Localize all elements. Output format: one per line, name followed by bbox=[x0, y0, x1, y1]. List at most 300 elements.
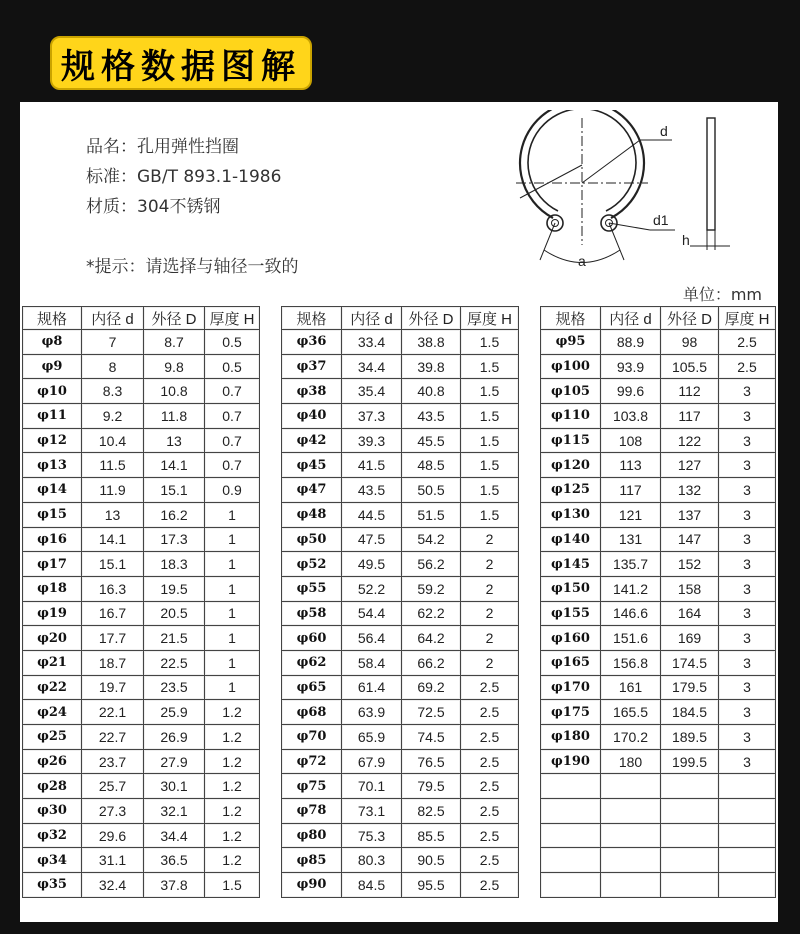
inner-diameter-cell: 88.9 bbox=[601, 330, 661, 355]
thickness-cell: 3 bbox=[719, 527, 776, 552]
circlip-diagram bbox=[500, 110, 735, 285]
column-header: 厚度 H bbox=[461, 307, 519, 330]
outer-diameter-cell: 18.3 bbox=[144, 552, 205, 577]
outer-diameter-cell: 85.5 bbox=[402, 823, 461, 848]
column-header: 厚度 H bbox=[719, 307, 776, 330]
spec-cell: φ16 bbox=[23, 527, 82, 552]
inner-diameter-cell: 25.7 bbox=[82, 774, 144, 799]
table-row bbox=[282, 700, 519, 725]
inner-diameter-cell: 146.6 bbox=[601, 601, 661, 626]
outer-diameter-cell: 19.5 bbox=[144, 576, 205, 601]
column-header: 外径 D bbox=[661, 307, 719, 330]
outer-diameter-cell: 23.5 bbox=[144, 675, 205, 700]
outer-diameter-cell: 69.2 bbox=[402, 675, 461, 700]
table-row bbox=[282, 650, 519, 675]
thickness-cell: 1.5 bbox=[461, 330, 519, 355]
spec-cell: φ78 bbox=[282, 799, 342, 824]
outer-diameter-cell bbox=[661, 848, 719, 873]
outer-diameter-cell: 56.2 bbox=[402, 552, 461, 577]
thickness-cell: 2.5 bbox=[461, 848, 519, 873]
inner-diameter-cell bbox=[601, 799, 661, 824]
spec-cell: φ175 bbox=[541, 700, 601, 725]
table-row bbox=[282, 478, 519, 503]
outer-diameter-cell: 117 bbox=[661, 404, 719, 429]
thickness-cell: 3 bbox=[719, 626, 776, 651]
inner-diameter-cell: 18.7 bbox=[82, 650, 144, 675]
outer-diameter-cell: 174.5 bbox=[661, 650, 719, 675]
spec-cell: φ38 bbox=[282, 379, 342, 404]
thickness-cell: 3 bbox=[719, 601, 776, 626]
unit-label: 单位：mm bbox=[682, 285, 762, 304]
outer-diameter-cell: 95.5 bbox=[402, 873, 461, 898]
thickness-cell: 2 bbox=[461, 626, 519, 651]
spec-cell: φ50 bbox=[282, 527, 342, 552]
table-row bbox=[23, 675, 260, 700]
inner-diameter-cell: 65.9 bbox=[342, 725, 402, 750]
table-header-row bbox=[282, 307, 519, 330]
spec-cell: φ19 bbox=[23, 601, 82, 626]
inner-diameter-cell: 23.7 bbox=[82, 749, 144, 774]
table-row bbox=[282, 576, 519, 601]
table-row bbox=[541, 527, 776, 552]
table-row bbox=[541, 799, 776, 824]
outer-diameter-cell bbox=[661, 873, 719, 898]
thickness-cell: 3 bbox=[719, 379, 776, 404]
inner-diameter-cell: 93.9 bbox=[601, 354, 661, 379]
thickness-cell: 1.2 bbox=[205, 725, 260, 750]
table-row bbox=[282, 527, 519, 552]
spec-cell: φ22 bbox=[23, 675, 82, 700]
thickness-cell: 1.2 bbox=[205, 700, 260, 725]
table-row bbox=[541, 552, 776, 577]
thickness-cell: 1.2 bbox=[205, 749, 260, 774]
spec-cell: φ170 bbox=[541, 675, 601, 700]
table-row bbox=[23, 428, 260, 453]
spec-cell: φ165 bbox=[541, 650, 601, 675]
inner-diameter-cell bbox=[601, 823, 661, 848]
thickness-cell: 2 bbox=[461, 552, 519, 577]
column-header: 外径 D bbox=[402, 307, 461, 330]
thickness-cell: 1 bbox=[205, 675, 260, 700]
table-row bbox=[541, 453, 776, 478]
thickness-cell: 2.5 bbox=[461, 725, 519, 750]
table-row bbox=[541, 601, 776, 626]
table-row bbox=[23, 848, 260, 873]
spec-cell: φ18 bbox=[23, 576, 82, 601]
spec-cell: φ140 bbox=[541, 527, 601, 552]
outer-diameter-cell: 132 bbox=[661, 478, 719, 503]
label-h: h bbox=[682, 232, 690, 248]
thickness-cell: 1.2 bbox=[205, 799, 260, 824]
inner-diameter-cell: 37.3 bbox=[342, 404, 402, 429]
outer-diameter-cell: 158 bbox=[661, 576, 719, 601]
table-row bbox=[541, 478, 776, 503]
table-row bbox=[541, 848, 776, 873]
table-row bbox=[541, 873, 776, 898]
table-row bbox=[282, 848, 519, 873]
outer-diameter-cell: 14.1 bbox=[144, 453, 205, 478]
thickness-cell: 0.9 bbox=[205, 478, 260, 503]
thickness-cell: 3 bbox=[719, 478, 776, 503]
inner-diameter-cell: 15.1 bbox=[82, 552, 144, 577]
outer-diameter-cell: 22.5 bbox=[144, 650, 205, 675]
outer-diameter-cell: 39.8 bbox=[402, 354, 461, 379]
spec-cell: φ10 bbox=[23, 379, 82, 404]
spec-table-3 bbox=[540, 306, 776, 898]
thickness-cell: 1.2 bbox=[205, 774, 260, 799]
spec-cell: φ36 bbox=[282, 330, 342, 355]
inner-diameter-cell: 9.2 bbox=[82, 404, 144, 429]
thickness-cell: 3 bbox=[719, 749, 776, 774]
inner-diameter-cell: 16.7 bbox=[82, 601, 144, 626]
table-row bbox=[541, 626, 776, 651]
inner-diameter-cell: 151.6 bbox=[601, 626, 661, 651]
spec-cell: φ85 bbox=[282, 848, 342, 873]
spec-cell: φ95 bbox=[541, 330, 601, 355]
spec-cell: φ42 bbox=[282, 428, 342, 453]
spec-cell: φ21 bbox=[23, 650, 82, 675]
inner-diameter-cell bbox=[601, 774, 661, 799]
outer-diameter-cell: 169 bbox=[661, 626, 719, 651]
outer-diameter-cell: 34.4 bbox=[144, 823, 205, 848]
spec-cell: φ75 bbox=[282, 774, 342, 799]
table-row bbox=[282, 725, 519, 750]
outer-diameter-cell: 43.5 bbox=[402, 404, 461, 429]
table-row bbox=[23, 527, 260, 552]
spec-cell: φ120 bbox=[541, 453, 601, 478]
thickness-cell: 3 bbox=[719, 576, 776, 601]
inner-diameter-cell: 103.8 bbox=[601, 404, 661, 429]
spec-cell bbox=[541, 873, 601, 898]
inner-diameter-cell: 75.3 bbox=[342, 823, 402, 848]
outer-diameter-cell: 112 bbox=[661, 379, 719, 404]
inner-diameter-cell: 63.9 bbox=[342, 700, 402, 725]
spec-cell bbox=[541, 774, 601, 799]
outer-diameter-cell: 152 bbox=[661, 552, 719, 577]
outer-diameter-cell: 64.2 bbox=[402, 626, 461, 651]
spec-cell: φ125 bbox=[541, 478, 601, 503]
outer-diameter-cell: 36.5 bbox=[144, 848, 205, 873]
table-row bbox=[541, 675, 776, 700]
table-row bbox=[23, 823, 260, 848]
outer-diameter-cell: 30.1 bbox=[144, 774, 205, 799]
table-row bbox=[282, 823, 519, 848]
thickness-cell: 3 bbox=[719, 428, 776, 453]
spec-cell: φ20 bbox=[23, 626, 82, 651]
thickness-cell bbox=[719, 848, 776, 873]
table-row bbox=[23, 799, 260, 824]
column-header: 外径 D bbox=[144, 307, 205, 330]
material: 材质：304不锈钢 bbox=[86, 197, 221, 217]
thickness-cell: 3 bbox=[719, 552, 776, 577]
standard: 标准：GB/T 893.1-1986 bbox=[86, 167, 282, 187]
outer-diameter-cell: 79.5 bbox=[402, 774, 461, 799]
thickness-cell: 3 bbox=[719, 453, 776, 478]
outer-diameter-cell: 32.1 bbox=[144, 799, 205, 824]
thickness-cell: 1 bbox=[205, 626, 260, 651]
inner-diameter-cell: 11.5 bbox=[82, 453, 144, 478]
table-row bbox=[282, 626, 519, 651]
inner-diameter-cell: 70.1 bbox=[342, 774, 402, 799]
spec-cell: φ12 bbox=[23, 428, 82, 453]
table-row bbox=[282, 379, 519, 404]
table-row bbox=[541, 428, 776, 453]
table-row bbox=[23, 576, 260, 601]
inner-diameter-cell: 19.7 bbox=[82, 675, 144, 700]
outer-diameter-cell: 45.5 bbox=[402, 428, 461, 453]
inner-diameter-cell: 34.4 bbox=[342, 354, 402, 379]
spec-cell: φ55 bbox=[282, 576, 342, 601]
spec-cell: φ100 bbox=[541, 354, 601, 379]
outer-diameter-cell: 50.5 bbox=[402, 478, 461, 503]
inner-diameter-cell: 41.5 bbox=[342, 453, 402, 478]
thickness-cell: 2.5 bbox=[461, 823, 519, 848]
thickness-cell: 3 bbox=[719, 725, 776, 750]
inner-diameter-cell: 35.4 bbox=[342, 379, 402, 404]
inner-diameter-cell: 29.6 bbox=[82, 823, 144, 848]
table-row bbox=[282, 675, 519, 700]
outer-diameter-cell: 48.5 bbox=[402, 453, 461, 478]
spec-cell: φ15 bbox=[23, 502, 82, 527]
thickness-cell: 2.5 bbox=[461, 774, 519, 799]
outer-diameter-cell: 51.5 bbox=[402, 502, 461, 527]
thickness-cell: 3 bbox=[719, 700, 776, 725]
table-row bbox=[23, 354, 260, 379]
thickness-cell: 1 bbox=[205, 601, 260, 626]
spec-cell: φ13 bbox=[23, 453, 82, 478]
spec-cell: φ40 bbox=[282, 404, 342, 429]
inner-diameter-cell: 47.5 bbox=[342, 527, 402, 552]
spec-cell: φ62 bbox=[282, 650, 342, 675]
spec-cell: φ180 bbox=[541, 725, 601, 750]
table-row bbox=[23, 379, 260, 404]
table-row bbox=[282, 774, 519, 799]
spec-cell: φ48 bbox=[282, 502, 342, 527]
thickness-cell: 0.7 bbox=[205, 404, 260, 429]
inner-diameter-cell: 56.4 bbox=[342, 626, 402, 651]
inner-diameter-cell: 22.7 bbox=[82, 725, 144, 750]
outer-diameter-cell: 98 bbox=[661, 330, 719, 355]
spec-cell: φ60 bbox=[282, 626, 342, 651]
outer-diameter-cell: 90.5 bbox=[402, 848, 461, 873]
spec-cell: φ80 bbox=[282, 823, 342, 848]
spec-cell: φ52 bbox=[282, 552, 342, 577]
inner-diameter-cell: 11.9 bbox=[82, 478, 144, 503]
thickness-cell: 0.7 bbox=[205, 453, 260, 478]
spec-cell: φ90 bbox=[282, 873, 342, 898]
thickness-cell: 1 bbox=[205, 502, 260, 527]
column-header: 内径 d bbox=[82, 307, 144, 330]
spec-cell: φ9 bbox=[23, 354, 82, 379]
spec-cell: φ68 bbox=[282, 700, 342, 725]
table-header-row bbox=[23, 307, 260, 330]
table-row bbox=[541, 354, 776, 379]
thickness-cell: 2 bbox=[461, 650, 519, 675]
thickness-cell: 1.5 bbox=[205, 873, 260, 898]
inner-diameter-cell: 8 bbox=[82, 354, 144, 379]
outer-diameter-cell: 17.3 bbox=[144, 527, 205, 552]
inner-diameter-cell: 27.3 bbox=[82, 799, 144, 824]
outer-diameter-cell: 10.8 bbox=[144, 379, 205, 404]
table-row bbox=[282, 354, 519, 379]
outer-diameter-cell: 40.8 bbox=[402, 379, 461, 404]
thickness-cell: 3 bbox=[719, 404, 776, 429]
spec-cell: φ25 bbox=[23, 725, 82, 750]
thickness-cell: 1.5 bbox=[461, 428, 519, 453]
inner-diameter-cell: 121 bbox=[601, 502, 661, 527]
thickness-cell: 2 bbox=[461, 576, 519, 601]
inner-diameter-cell: 43.5 bbox=[342, 478, 402, 503]
inner-diameter-cell: 17.7 bbox=[82, 626, 144, 651]
spec-table-1 bbox=[22, 306, 260, 898]
table-row bbox=[541, 502, 776, 527]
thickness-cell: 1.2 bbox=[205, 848, 260, 873]
thickness-cell: 1.5 bbox=[461, 478, 519, 503]
spec-cell: φ115 bbox=[541, 428, 601, 453]
table-row bbox=[541, 404, 776, 429]
inner-diameter-cell: 49.5 bbox=[342, 552, 402, 577]
page-title: 规格数据图解 bbox=[50, 36, 312, 90]
inner-diameter-cell: 33.4 bbox=[342, 330, 402, 355]
table-row bbox=[23, 552, 260, 577]
thickness-cell: 2 bbox=[461, 527, 519, 552]
inner-diameter-cell: 108 bbox=[601, 428, 661, 453]
thickness-cell: 2.5 bbox=[461, 749, 519, 774]
outer-diameter-cell: 127 bbox=[661, 453, 719, 478]
table-row bbox=[541, 725, 776, 750]
thickness-cell: 2 bbox=[461, 601, 519, 626]
thickness-cell: 1 bbox=[205, 650, 260, 675]
table-row bbox=[23, 330, 260, 355]
inner-diameter-cell bbox=[601, 848, 661, 873]
inner-diameter-cell: 7 bbox=[82, 330, 144, 355]
spec-cell: φ28 bbox=[23, 774, 82, 799]
outer-diameter-cell: 66.2 bbox=[402, 650, 461, 675]
inner-diameter-cell: 39.3 bbox=[342, 428, 402, 453]
spec-cell: φ30 bbox=[23, 799, 82, 824]
spec-cell: φ35 bbox=[23, 873, 82, 898]
thickness-cell: 2.5 bbox=[461, 675, 519, 700]
outer-diameter-cell: 184.5 bbox=[661, 700, 719, 725]
outer-diameter-cell: 37.8 bbox=[144, 873, 205, 898]
inner-diameter-cell: 31.1 bbox=[82, 848, 144, 873]
outer-diameter-cell: 122 bbox=[661, 428, 719, 453]
spec-cell: φ26 bbox=[23, 749, 82, 774]
thickness-cell: 2.5 bbox=[461, 799, 519, 824]
table-row bbox=[23, 626, 260, 651]
spec-cell: φ14 bbox=[23, 478, 82, 503]
table-row bbox=[282, 873, 519, 898]
table-row bbox=[541, 330, 776, 355]
outer-diameter-cell: 59.2 bbox=[402, 576, 461, 601]
outer-diameter-cell: 54.2 bbox=[402, 527, 461, 552]
thickness-cell: 0.7 bbox=[205, 428, 260, 453]
thickness-cell: 1 bbox=[205, 576, 260, 601]
thickness-cell: 3 bbox=[719, 502, 776, 527]
spec-cell: φ160 bbox=[541, 626, 601, 651]
outer-diameter-cell: 147 bbox=[661, 527, 719, 552]
selection-tip: *提示：请选择与轴径一致的 bbox=[86, 257, 299, 277]
inner-diameter-cell: 180 bbox=[601, 749, 661, 774]
table-row bbox=[282, 749, 519, 774]
inner-diameter-cell: 32.4 bbox=[82, 873, 144, 898]
inner-diameter-cell: 8.3 bbox=[82, 379, 144, 404]
column-header: 厚度 H bbox=[205, 307, 260, 330]
thickness-cell: 0.7 bbox=[205, 379, 260, 404]
table-row bbox=[282, 552, 519, 577]
inner-diameter-cell: 156.8 bbox=[601, 650, 661, 675]
outer-diameter-cell: 13 bbox=[144, 428, 205, 453]
table-row bbox=[23, 601, 260, 626]
table-row bbox=[23, 774, 260, 799]
spec-table-2 bbox=[281, 306, 519, 898]
outer-diameter-cell: 164 bbox=[661, 601, 719, 626]
thickness-cell: 1.2 bbox=[205, 823, 260, 848]
table-row bbox=[23, 873, 260, 898]
outer-diameter-cell: 9.8 bbox=[144, 354, 205, 379]
spec-cell: φ58 bbox=[282, 601, 342, 626]
column-header: 内径 d bbox=[601, 307, 661, 330]
spec-cell: φ65 bbox=[282, 675, 342, 700]
outer-diameter-cell: 38.8 bbox=[402, 330, 461, 355]
table-row bbox=[541, 823, 776, 848]
table-row bbox=[282, 601, 519, 626]
spec-cell: φ70 bbox=[282, 725, 342, 750]
outer-diameter-cell: 74.5 bbox=[402, 725, 461, 750]
inner-diameter-cell: 117 bbox=[601, 478, 661, 503]
inner-diameter-cell: 10.4 bbox=[82, 428, 144, 453]
spec-cell: φ34 bbox=[23, 848, 82, 873]
inner-diameter-cell: 16.3 bbox=[82, 576, 144, 601]
thickness-cell: 2.5 bbox=[461, 700, 519, 725]
thickness-cell bbox=[719, 873, 776, 898]
spec-cell: φ32 bbox=[23, 823, 82, 848]
outer-diameter-cell: 26.9 bbox=[144, 725, 205, 750]
outer-diameter-cell: 27.9 bbox=[144, 749, 205, 774]
spec-cell: φ105 bbox=[541, 379, 601, 404]
table-row bbox=[282, 453, 519, 478]
spec-cell: φ155 bbox=[541, 601, 601, 626]
inner-diameter-cell: 165.5 bbox=[601, 700, 661, 725]
thickness-cell: 2.5 bbox=[719, 330, 776, 355]
thickness-cell: 0.5 bbox=[205, 354, 260, 379]
outer-diameter-cell bbox=[661, 774, 719, 799]
thickness-cell: 1 bbox=[205, 527, 260, 552]
outer-diameter-cell: 199.5 bbox=[661, 749, 719, 774]
inner-diameter-cell: 13 bbox=[82, 502, 144, 527]
spec-sheet bbox=[20, 102, 778, 922]
outer-diameter-cell: 76.5 bbox=[402, 749, 461, 774]
outer-diameter-cell: 8.7 bbox=[144, 330, 205, 355]
thickness-cell bbox=[719, 799, 776, 824]
spec-cell: φ72 bbox=[282, 749, 342, 774]
outer-diameter-cell: 16.2 bbox=[144, 502, 205, 527]
inner-diameter-cell: 161 bbox=[601, 675, 661, 700]
outer-diameter-cell: 15.1 bbox=[144, 478, 205, 503]
inner-diameter-cell: 135.7 bbox=[601, 552, 661, 577]
spec-cell bbox=[541, 799, 601, 824]
thickness-cell bbox=[719, 823, 776, 848]
thickness-cell: 1.5 bbox=[461, 453, 519, 478]
label-a: a bbox=[578, 253, 586, 269]
thickness-cell: 3 bbox=[719, 650, 776, 675]
table-row bbox=[23, 650, 260, 675]
spec-cell: φ110 bbox=[541, 404, 601, 429]
outer-diameter-cell: 72.5 bbox=[402, 700, 461, 725]
table-row bbox=[23, 700, 260, 725]
inner-diameter-cell: 67.9 bbox=[342, 749, 402, 774]
inner-diameter-cell: 99.6 bbox=[601, 379, 661, 404]
